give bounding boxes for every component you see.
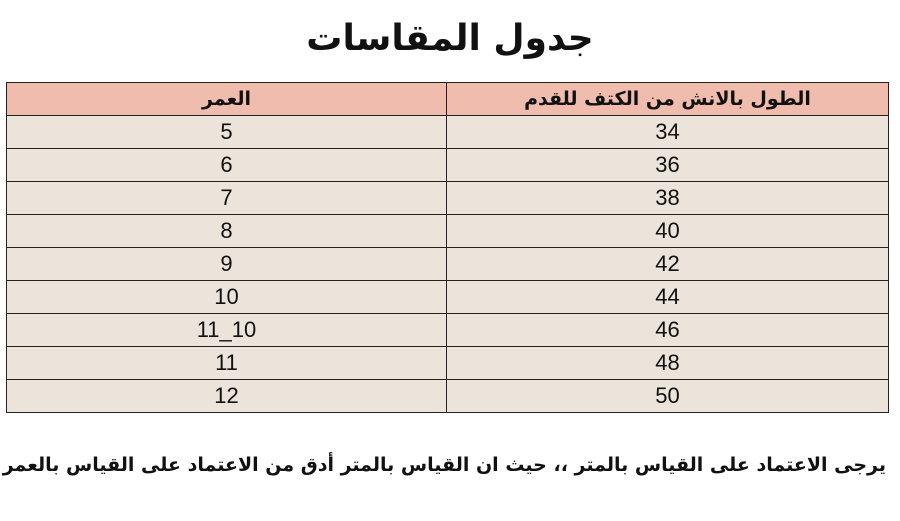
table-row bbox=[7, 347, 889, 380]
age-cell: 11 bbox=[7, 347, 447, 380]
page-title: جدول المقاسات bbox=[306, 18, 594, 59]
age-cell: 12 bbox=[7, 380, 447, 413]
age-cell: 10 bbox=[7, 281, 447, 314]
table-row bbox=[7, 116, 889, 149]
length-cell: 38 bbox=[447, 182, 889, 215]
age-cell: 10_11 bbox=[7, 314, 447, 347]
age-cell: 6 bbox=[7, 149, 447, 182]
age-cell: 8 bbox=[7, 215, 447, 248]
length-column-header: الطول بالانش من الكتف للقدم bbox=[447, 83, 889, 116]
table-row bbox=[7, 215, 889, 248]
length-cell: 44 bbox=[447, 281, 889, 314]
length-cell: 40 bbox=[447, 215, 889, 248]
length-cell: 36 bbox=[447, 149, 889, 182]
age-cell: 5 bbox=[7, 116, 447, 149]
length-cell: 46 bbox=[447, 314, 889, 347]
table-header-row bbox=[7, 83, 889, 116]
table-row bbox=[7, 281, 889, 314]
table-row bbox=[7, 248, 889, 281]
table-row bbox=[7, 149, 889, 182]
age-column-header: العمر bbox=[7, 83, 447, 116]
length-cell: 42 bbox=[447, 248, 889, 281]
length-cell: 34 bbox=[447, 116, 889, 149]
table-row bbox=[7, 314, 889, 347]
length-cell: 48 bbox=[447, 347, 889, 380]
length-cell: 50 bbox=[447, 380, 889, 413]
table-row bbox=[7, 380, 889, 413]
age-cell: 7 bbox=[7, 182, 447, 215]
measurement-note: يرجى الاعتماد على القياس بالمتر ،، حيث ان القياس بالمتر أدق من الاعتماد على القياس بالعمر bbox=[2, 454, 886, 476]
table-row bbox=[7, 182, 889, 215]
age-cell: 9 bbox=[7, 248, 447, 281]
size-table bbox=[6, 82, 889, 413]
